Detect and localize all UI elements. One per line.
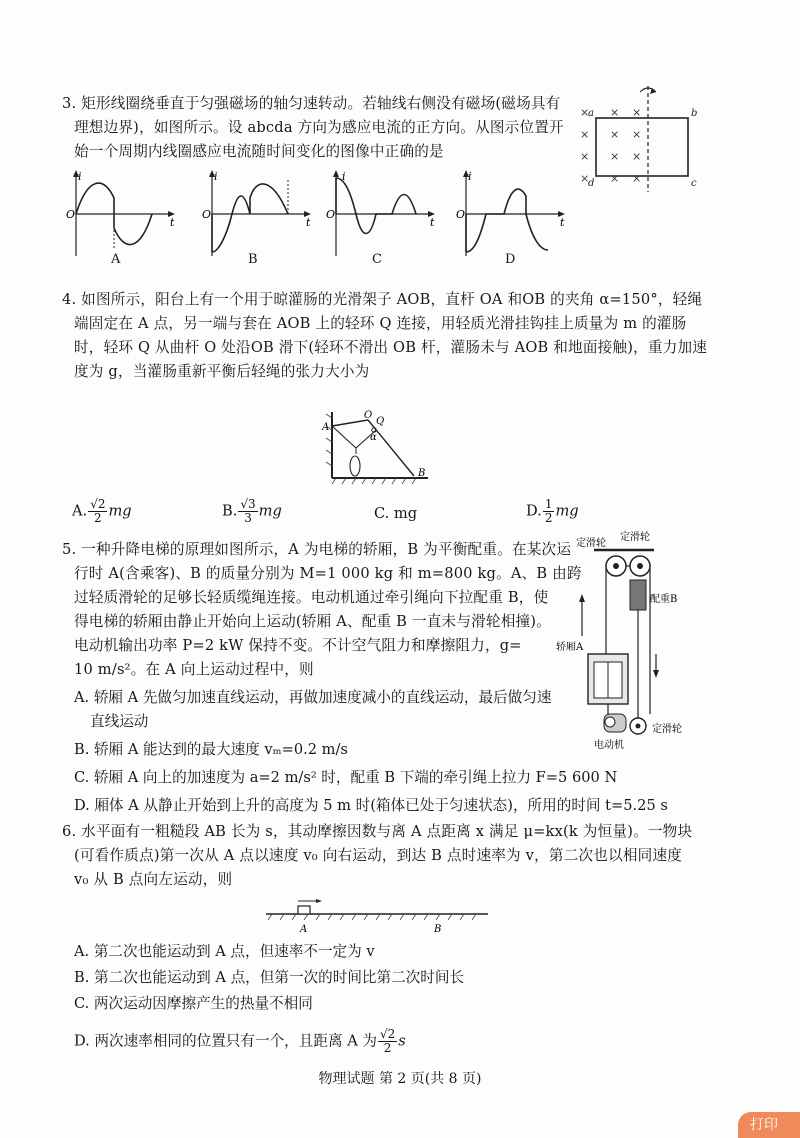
q5-line-5: 电动机输出功率 P=2 kW 保持不变。不计空气阻力和摩擦阻力，g= — [74, 637, 522, 654]
graph-label-b: B — [248, 252, 258, 267]
fraction — [543, 498, 555, 525]
numerator: √2 — [90, 497, 106, 511]
q4-option-d[interactable] — [526, 498, 579, 525]
q4-line-2: 端固定在 A 点，另一端与套在 AOB 上的轻环 Q 连接，用轻质光滑挂钩挂上质量为 m 的灌肠 — [74, 315, 687, 332]
field-mark: × — [610, 106, 620, 119]
fraction — [88, 498, 107, 525]
q5-line-1: 5. 一种升降电梯的原理如图所示，A 为电梯的轿厢，B 为平衡配重。在某次运 — [62, 541, 572, 558]
label-a: A — [322, 422, 330, 433]
axis-t: t — [170, 216, 175, 229]
option-suffix: s — [398, 1032, 406, 1050]
corner-d: d — [588, 178, 595, 189]
option-suffix: mg — [108, 502, 132, 520]
corner-a: a — [588, 108, 594, 119]
field-mark: × — [580, 172, 590, 185]
label-motor: 电动机 — [594, 740, 624, 751]
field-mark: × — [580, 106, 590, 119]
q4-option-a[interactable] — [72, 498, 132, 525]
q6-option-c[interactable]: C. 两次运动因摩擦产生的热量不相同 — [74, 995, 313, 1012]
denominator: 2 — [383, 1041, 392, 1055]
axis-t: t — [430, 216, 435, 229]
field-mark: × — [580, 128, 590, 141]
corner-c: c — [691, 178, 697, 189]
axis-o: O — [66, 208, 76, 221]
q6-option-b[interactable]: B. 第二次也能运动到 A 点，但第一次的时间比第二次时间长 — [74, 969, 465, 986]
q5-option-b[interactable]: B. 轿厢 A 能达到的最大速度 vₘ=0.2 m/s — [74, 741, 348, 758]
q5-elevator-figure — [556, 532, 726, 756]
axis-i: i — [342, 170, 346, 183]
label-pulley-left: 定滑轮 — [576, 538, 606, 549]
option-prefix: A. — [72, 502, 88, 520]
field-mark: × — [632, 128, 642, 141]
print-button[interactable]: 打印 — [738, 1112, 800, 1138]
graph-label-d: D — [505, 252, 516, 267]
denominator: 2 — [94, 511, 102, 525]
axis-t: t — [560, 216, 565, 229]
axis-o: O — [456, 208, 466, 221]
axis-o: O — [202, 208, 212, 221]
option-prefix: B. — [222, 502, 238, 520]
q5-option-d[interactable]: D. 厢体 A 从静止开始到上升的高度为 5 m 时(箱体已处于匀速状态)，所用的时间 t=5.25 s — [74, 797, 668, 814]
graph-label-c: C — [372, 252, 383, 267]
q5-option-a-cont: 直线运动 — [90, 713, 149, 730]
field-mark: × — [632, 172, 642, 185]
option-suffix: mg — [258, 502, 282, 520]
field-mark: × — [610, 128, 620, 141]
q3-line-3: 始一个周期内线圈感应电流随时间变化的图像中正确的是 — [74, 143, 444, 160]
q3-line-2: 理想边界)，如图所示。设 abcda 方向为感应电流的正方向。从图示位置开 — [74, 119, 564, 136]
q6-line-1: 6. 水平面有一粗糙段 AB 长为 s，其动摩擦因数与离 A 点距离 x 满足 μ=kx(k 为恒量)。一物块 — [62, 823, 693, 840]
label-alpha: α — [370, 432, 377, 443]
option-prefix: D. — [526, 502, 542, 520]
page-footer: 物理试题 第 2 页(共 8 页) — [318, 1071, 482, 1087]
q4-option-c[interactable]: C. mg — [374, 505, 418, 522]
q6-track-figure — [262, 898, 492, 938]
q6-option-d[interactable] — [74, 1028, 406, 1055]
q3-coil-figure — [570, 86, 720, 196]
q6-line-3: v₀ 从 B 点向左运动，则 — [74, 871, 233, 888]
axis-t: t — [306, 216, 311, 229]
label-cabin: 轿厢A — [556, 642, 584, 653]
label-pulley-bottom: 定滑轮 — [652, 724, 682, 735]
label-q: Q — [376, 416, 385, 427]
track-label-a: A — [300, 924, 308, 935]
fraction — [378, 1028, 397, 1055]
numerator: √2 — [379, 1027, 396, 1041]
axis-i: i — [214, 170, 218, 183]
q5-line-4: 得电梯的轿厢由静止开始向上运动(轿厢 A、配重 B 一直未与滑轮相撞)。 — [74, 613, 551, 630]
q5-line-3: 过轻质滑轮的足够长轻质缆绳连接。电动机通过牵引绳向下拉配重 B，使 — [74, 589, 549, 606]
field-mark: × — [632, 106, 642, 119]
field-mark: × — [632, 150, 642, 163]
label-o: O — [364, 410, 373, 421]
label-counterweight: 配重B — [650, 594, 678, 605]
field-mark: × — [580, 150, 590, 163]
q4-option-b[interactable] — [222, 498, 282, 525]
label-b: B — [418, 468, 426, 479]
field-mark: × — [610, 150, 620, 163]
q5-line-2: 行时 A(含乘客)、B 的质量分别为 M=1 000 kg 和 m=800 kg。A、B 由跨 — [74, 565, 582, 582]
numerator: 1 — [544, 497, 553, 511]
q5-line-6: 10 m/s²。在 A 向上运动过程中，则 — [74, 661, 314, 678]
q4-line-1: 4. 如图所示，阳台上有一个用于晾灌肠的光滑架子 AOB，直杆 OA 和OB 的夹角 α=150°，轻绳 — [62, 291, 703, 308]
graph-label-a: A — [111, 252, 121, 267]
q6-option-a[interactable]: A. 第二次也能运动到 A 点，但速率不一定为 v — [74, 943, 375, 960]
q6-line-2: (可看作质点)第一次从 A 点以速度 v₀ 向右运动，到达 B 点时速率为 v，第二次也以相同速度 — [74, 847, 683, 864]
axis-o: O — [326, 208, 336, 221]
q4-rack-figure — [318, 408, 438, 488]
option-prefix: D. 两次速率相同的位置只有一个，且距离 A 为 — [74, 1032, 377, 1050]
field-mark: × — [610, 172, 620, 185]
q4-line-4: 度为 g，当灌肠重新平衡后轻绳的张力大小为 — [74, 363, 370, 380]
track-label-b: B — [434, 924, 442, 935]
corner-b: b — [691, 108, 698, 119]
axis-i: i — [78, 170, 82, 183]
q5-option-a[interactable]: A. 轿厢 A 先做匀加速直线运动，再做加速度减小的直线运动，最后做匀速 — [74, 689, 552, 706]
denominator: 3 — [244, 511, 252, 525]
denominator: 2 — [544, 511, 553, 525]
label-pulley-right: 定滑轮 — [620, 532, 650, 543]
q5-option-c[interactable]: C. 轿厢 A 向上的加速度为 a=2 m/s² 时，配重 B 下端的牵引绳上拉力 F=5 600 N — [74, 769, 618, 786]
q3-line-1: 3. 矩形线圈绕垂直于匀强磁场的轴匀速转动。若轴线右侧没有磁场(磁场具有 — [62, 95, 561, 112]
axis-i: i — [468, 170, 472, 183]
fraction — [238, 498, 257, 525]
option-suffix: mg — [555, 502, 579, 520]
numerator: √3 — [240, 497, 256, 511]
q4-line-3: 时，轻环 Q 从曲杆 O 处沿OB 滑下(轻环不滑出 OB 杆，灌肠未与 AOB 和地面接触)，重力加速 — [74, 339, 708, 356]
